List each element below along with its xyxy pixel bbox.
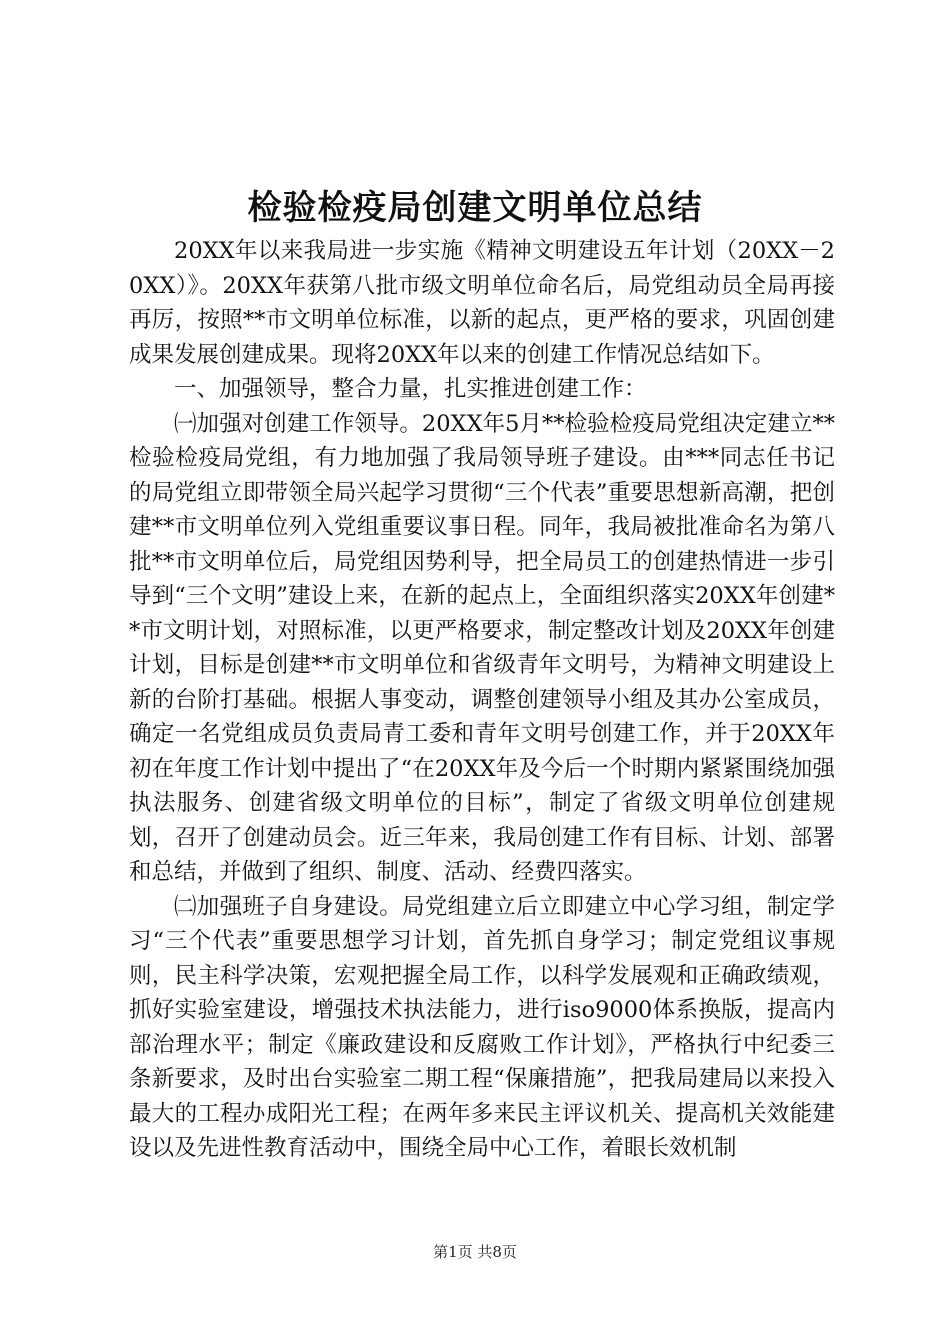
paragraph-section-heading: 一、加强领导，整合力量，扎实推进创建工作：: [174, 376, 647, 402]
paragraph-item-2: ㈡加强班子自身建设。局党组建立后立即建立中心学习组，制定学习“三个代表”重要思想学习计划，首先抓自身学习；制定党组议事规则，民主科学决策，宏观把握全局工作，以科学发展观和正确政绩观，抓好实验室建设，增强技术执法能力，进行iso9000体系换版，提高内部治理水平；制定《廉政建设和反腐败工作计划》，严格执行中纪委三条新要求，及时出台实验室二期工程“保廉措施”，把我局建局以来投入最大的工程办成阳光工程；在两年多来民主评议机关、提高机关效能建设以及先进性教育活动中，围绕全局中心工作，着眼长效机制: [129, 893, 835, 1161]
paragraph-intro: 20XX年以来我局进一步实施《精神文明建设五年计划（20XX－20XX）》。20XX年获第八批市级文明单位命名后，局党组动员全局再接再厉，按照**市文明单位标准，以新的起点，更严格的要求，巩固创建成果发展创建成果。现将20XX年以来的创建工作情况总结如下。: [129, 238, 835, 368]
document-title: 检验检疫局创建文明单位总结: [247, 188, 703, 228]
page-number-footer: 第1页 共8页: [433, 1243, 517, 1261]
document-body: [129, 234, 835, 1166]
paragraph-item-1: ㈠加强对创建工作领导。20XX年5月**检验检疫局党组决定建立**检验检疫局党组，有力地加强了我局领导班子建设。由***同志任书记的局党组立即带领全局兴起学习贯彻“三个代表”重要思想新高潮，把创建**市文明单位列入党组重要议事日程。同年，我局被批准命名为第八批**市文明单位后，局党组因势利导，把全局员工的创建热情进一步引导到“三个文明”建设上来，在新的起点上，全面组织落实20XX年创建**市文明计划，对照标准，以更严格要求，制定整改计划及20XX年创建计划，目标是创建**市文明单位和省级青年文明号，为精神文明建设上新的台阶打基础。根据人事变动，调整创建领导小组及其办公室成员，确定一名党组成员负责局青工委和青年文明号创建工作，并于20XX年初在年度工作计划中提出了“在20XX年及今后一个时期内紧紧围绕加强执法服务、创建省级文明单位的目标”，制定了省级文明单位创建规划，召开了创建动员会。近三年来，我局创建工作有目标、计划、部署和总结，并做到了组织、制度、活动、经费四落实。: [129, 410, 835, 885]
